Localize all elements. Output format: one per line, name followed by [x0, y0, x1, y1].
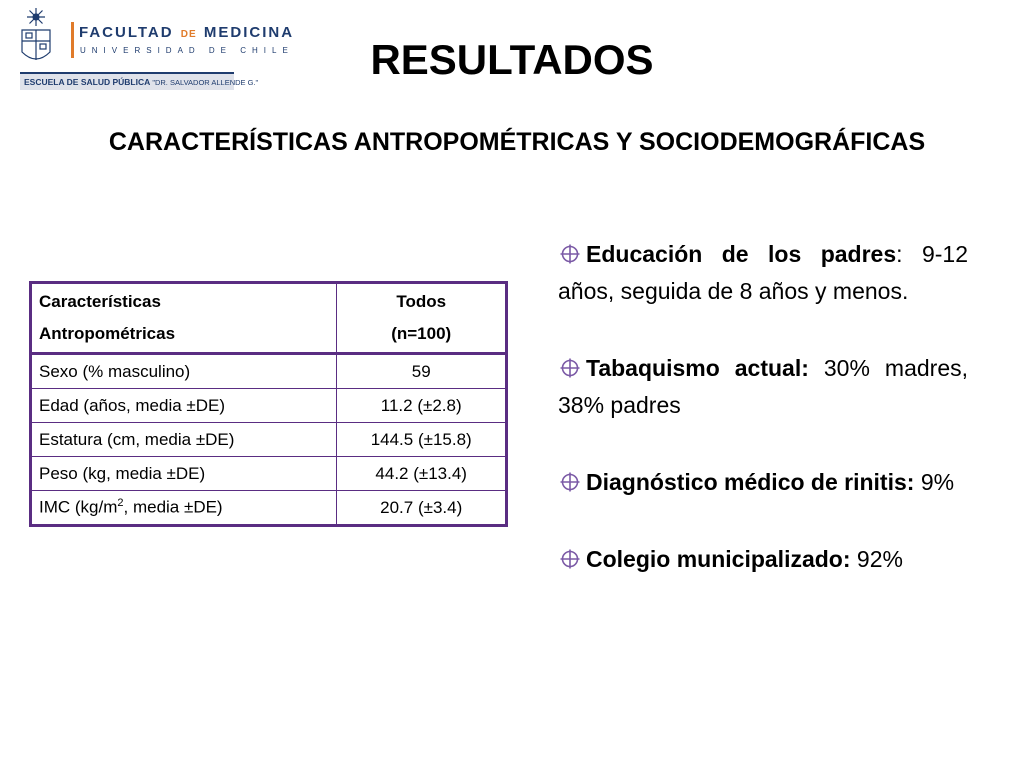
page-title: RESULTADOS [370, 36, 654, 83]
table-row [31, 354, 507, 389]
university-name: UNIVERSIDAD DE CHILE [80, 46, 294, 55]
row-label: IMC ($kg/m^2$, media ±DE) [31, 491, 337, 526]
crosshair-bullet-icon [560, 358, 580, 378]
table-header-characteristics: Características Antropométricas [31, 283, 337, 354]
school-band: ESCUELA DE SALUD PÚBLICA "DR. SALVADOR ALLENDE G." [20, 72, 234, 90]
crosshair-bullet-icon [560, 244, 580, 264]
row-label: Peso (kg, media ±DE) [31, 457, 337, 491]
row-value: 144.5 (±15.8) [337, 423, 507, 457]
table-header-all: Todos (n=100) [337, 283, 507, 354]
table-row [31, 457, 507, 491]
row-label: Edad (años, media ±DE) [31, 389, 337, 423]
row-value: 59 [337, 354, 507, 389]
crosshair-bullet-icon [560, 472, 580, 492]
row-value: 44.2 (±13.4) [337, 457, 507, 491]
row-value: 20.7 (±3.4) [337, 491, 507, 526]
anthropometric-table [29, 281, 508, 527]
faculty-name: FACULTAD DE MEDICINA [79, 24, 295, 41]
table-header-row [31, 283, 507, 354]
table-row [31, 389, 507, 423]
row-label: Sexo (% masculino) [31, 354, 337, 389]
list-item: Colegio municipalizado: 92% [558, 541, 968, 578]
list-item: Educación de los padres: 9-12 años, seguida de 8 años y menos. [558, 241, 968, 304]
page-subtitle: CARACTERÍSTICAS ANTROPOMÉTRICAS Y SOCIODEMOGRÁFICAS [108, 128, 926, 156]
crosshair-bullet-icon [560, 549, 580, 569]
row-label: Estatura (cm, media ±DE) [31, 423, 337, 457]
table-row [31, 423, 507, 457]
table-row [31, 491, 507, 526]
list-item: Diagnóstico médico de rinitis: 9% [558, 464, 968, 501]
findings-list [558, 236, 968, 578]
list-item: Tabaquismo actual: 30% madres, 38% padres [558, 355, 968, 418]
row-value: 11.2 (±2.8) [337, 389, 507, 423]
